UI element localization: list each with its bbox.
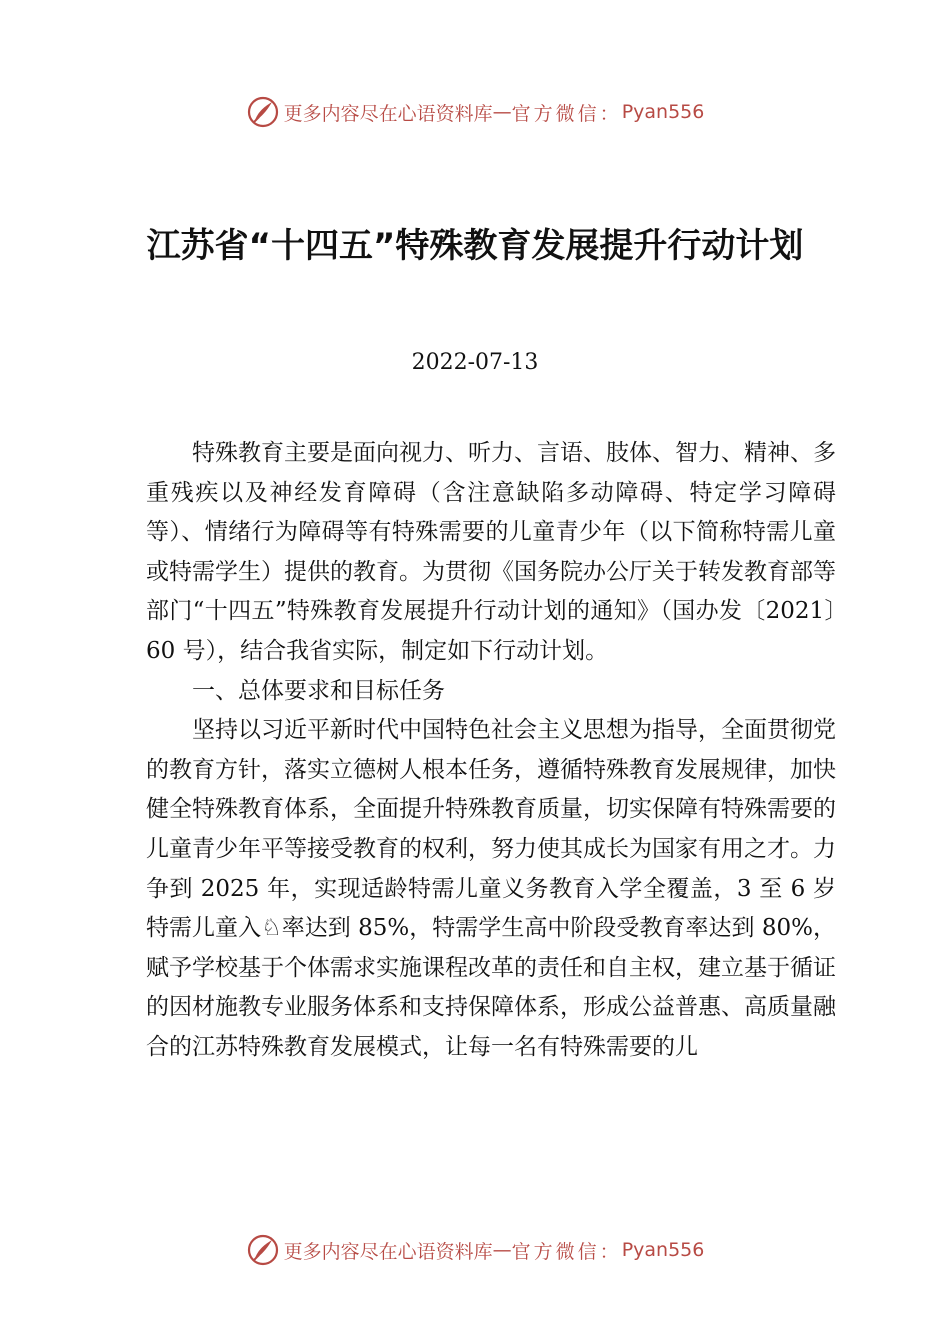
banner-wechat-id: Pyan556 — [621, 101, 705, 123]
banner-site-text: 更多内容尽在心语资料库 — [283, 1240, 493, 1263]
banner-dash: — — [492, 1239, 512, 1261]
document-title — [0, 212, 950, 280]
paragraph-intro: 特殊教育主要是面向视力、听力、言语、肢体、智力、精神、多重残疾以及神经发育障碍（含注意缺陷多动障碍、特定学习障碍等）、情绪行为障碍等有特殊需要的儿童青少年（以下简称特需儿童或特需学生）提供的教育。为贯彻《国务院办公厅关于转发教育部等部门“十四五”特殊教育发展提升行动计划的通知》（国办发〔2021〕60 号），结合我省实际，制定如下行动计划。 — [146, 440, 836, 664]
brush-logo-icon — [246, 95, 280, 129]
paragraph-requirements: 坚持以习近平新时代中国特色社会主义思想为指导，全面贯彻党的教育方针，落实立德树人根本任务，遵循特殊教育发展规律，加快健全特殊教育体系，全面提升特殊教育质量，切实保障有特殊需要的儿童青少年平等接受教育的权利，努力使其成长为国家有用之才。力争到 2025 年，实现适龄特需儿童义务教育入学全覆盖，3 至 6 岁特需儿童入♘率达到 85%，特需学生高中阶段受教育率达到 80%，赋予学校基于个体需求实施课程改革的责任和自主权，建立基于循证的因材施教专业服务体系和支持保障体系，形成公益普惠、高质量融合的江苏特殊教育发展模式，让每一名有特殊需要的儿 — [146, 717, 836, 1060]
banner-wechat-label: 官方微信： — [511, 1240, 622, 1263]
document-body — [146, 434, 836, 1068]
section-heading: 一、总体要求和目标任务 — [192, 677, 445, 704]
document-title-text: 江苏省“十四五”特殊教育发展提升行动计划 — [146, 226, 804, 266]
header-banner — [0, 95, 950, 129]
banner-wechat-id: Pyan556 — [621, 1239, 705, 1261]
banner-site-text: 更多内容尽在心语资料库 — [283, 102, 493, 125]
banner-dash: — — [492, 101, 512, 123]
banner-wechat-label: 官方微信： — [511, 102, 622, 125]
footer-banner — [0, 1233, 950, 1267]
brush-logo-icon — [246, 1233, 280, 1267]
document-date: 2022-07-13 — [411, 350, 539, 375]
